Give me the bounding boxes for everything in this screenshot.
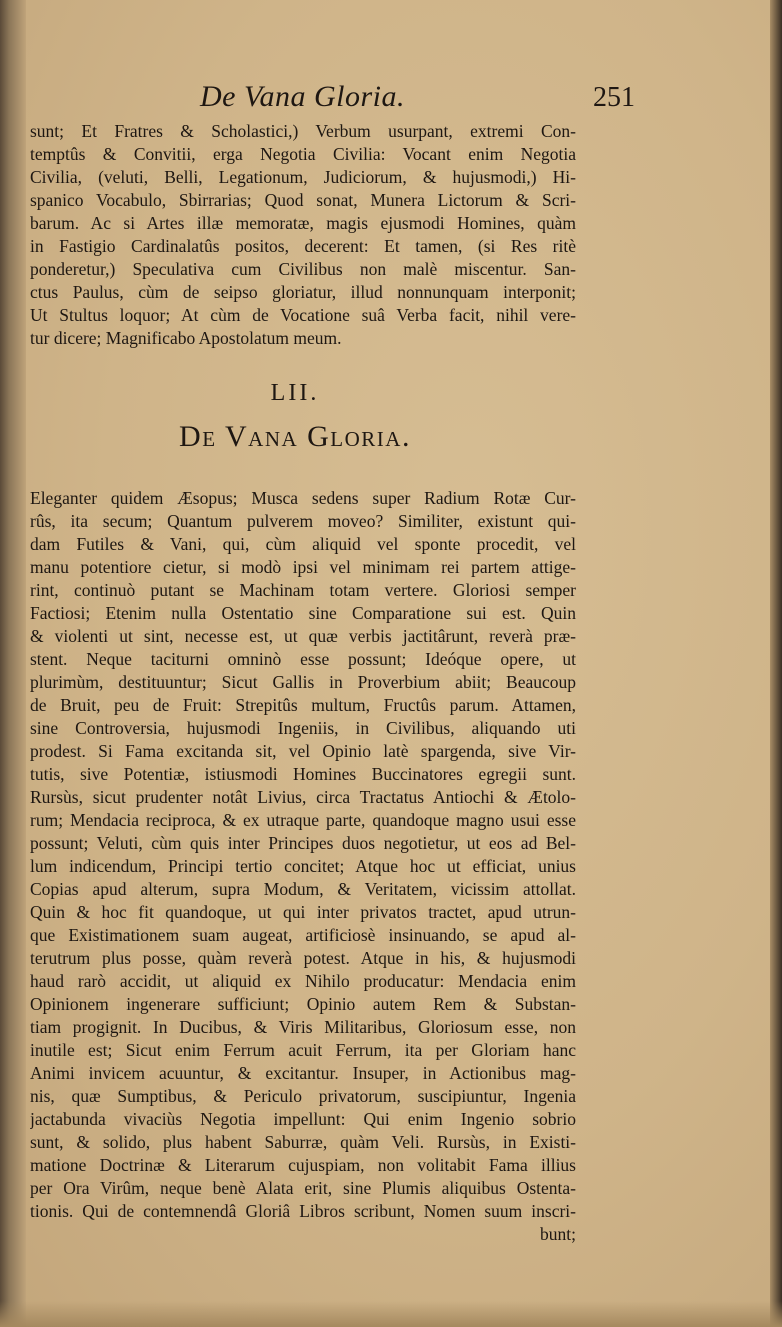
text-line: Opinionem ingenerare sufficiunt; Opinio autem Rem & Substan- <box>30 994 576 1014</box>
text-line: temptûs & Convitii, erga Negotia Civilia: Vocant enim Negotia <box>30 144 576 164</box>
chapter-number: LII. <box>270 380 320 406</box>
text-line: tionis. Qui de contemnendâ Gloriâ Libros scribunt, Nomen suum inscri- <box>30 1201 576 1221</box>
text-line: Factiosi; Etenim nulla Ostentatio sine Comparatione sui est. Quin <box>30 603 576 623</box>
text-line: rint, continuò putant se Machinam totam vertere. Gloriosi semper <box>30 580 576 600</box>
text-line: que Existimationem suam augeat, artificiosè insinuando, se apud al- <box>30 925 576 945</box>
text-line: jactabunda vivaciùs Negotia impellunt: Qui enim Ingenio sobrio <box>30 1109 576 1129</box>
page-edge-shadow <box>770 0 782 1327</box>
text-line: de Bruit, peu de Fruit: Strepitûs multum, Fructûs parum. Attamen, <box>30 695 576 715</box>
text-line: & violenti ut sint, necesse est, ut quæ verbis jactitârunt, reverà præ- <box>30 626 576 646</box>
text-line: manu potentiore cietur, si modò ipsi vel minimam rei partem attige- <box>30 557 576 577</box>
text-line: Ut Stultus loquor; At cùm de Vocatione suâ Verba facit, nihil vere- <box>30 305 576 325</box>
text-line: in Fastigio Cardinalatûs positos, decerent: Et tamen, (si Res ritè <box>30 236 576 256</box>
text-line: Eleganter quidem Æsopus; Musca sedens super Radium Rotæ Cur- <box>30 488 576 508</box>
text-line: rum; Mendacia reciproca, & ex utraque parte, quandoque magno usui esse <box>30 810 576 830</box>
text-line: Civilia, (veluti, Belli, Legationum, Judiciorum, & hujusmodi,) Hi- <box>30 167 576 187</box>
text-line: Copias apud alterum, supra Modum, & Veritatem, vicissim attollat. <box>30 879 576 899</box>
text-line: tiam progignit. In Ducibus, & Viris Militaribus, Gloriosum esse, non <box>30 1017 576 1037</box>
text-line: spanico Vocabulo, Sbirrarias; Quod sonat, Munera Lictorum & Scri- <box>30 190 576 210</box>
text-line: Rursùs, sicut prudenter notât Livius, circa Tractatus Antiochi & Ætolo- <box>30 787 576 807</box>
text-line: Quin & hoc fit quandoque, ut qui inter privatos tractet, apud utrun- <box>30 902 576 922</box>
text-line: bunt; <box>540 1224 576 1244</box>
text-line: sunt, & solido, plus habent Saburræ, quàm Veli. Rursùs, in Existi- <box>30 1132 576 1152</box>
text-line: plurimùm, destituuntur; Sicut Gallis in Proverbium abiit; Beaucoup <box>30 672 576 692</box>
text-line: haud rarò accidit, ut aliquid ex Nihilo producatur: Mendacia enim <box>30 971 576 991</box>
text-line: possunt; Veluti, cùm quis inter Principes duos negotietur, ut eos ad Bel- <box>30 833 576 853</box>
preceding-essay-text <box>30 120 576 350</box>
page-bottom-edge <box>0 1301 782 1327</box>
text-line: terutrum plus posse, quàm reverà potest. Atque in his, & hujusmodi <box>30 948 576 968</box>
text-line: Animi invicem acuuntur, & excitantur. Insuper, in Actionibus mag- <box>30 1063 576 1083</box>
running-head: De Vana Gloria. <box>200 80 405 113</box>
text-line: ponderetur,) Speculativa cum Civilibus non malè miscentur. San- <box>30 259 576 279</box>
text-line: sine Controversia, hujusmodi Ingeniis, in Civilibus, aliquando uti <box>30 718 576 738</box>
text-line: nis, quæ Sumptibus, & Periculo privatorum, suscipiuntur, Ingenia <box>30 1086 576 1106</box>
text-line: stent. Neque taciturni omninò esse possunt; Ideóque opere, ut <box>30 649 576 669</box>
text-line: ctus Paulus, cùm de seipso gloriatur, illud nonnunquam interponit; <box>30 282 576 302</box>
binding-gutter <box>0 0 26 1327</box>
text-line: tur dicere; Magnificabo Apostolatum meum. <box>30 328 342 348</box>
text-line: prodest. Si Fama excitanda sit, vel Opinio latè spargenda, sive Vir- <box>30 741 576 761</box>
text-line: per Ora Virûm, neque benè Alata erit, sine Plumis aliquibus Ostenta- <box>30 1178 576 1198</box>
text-line: lum indicendum, Principi tertio concitet; Atque hoc ut efficiat, unius <box>30 856 576 876</box>
text-line: tutis, sive Potentiæ, istiusmodi Homines Buccinatores egregii sunt. <box>30 764 576 784</box>
text-line: sunt; Et Fratres & Scholastici,) Verbum usurpant, extremi Con- <box>30 121 576 141</box>
chapter-title: De Vana Gloria. <box>179 420 411 453</box>
text-line: rûs, ita secum; Quantum pulverem moveo? Similiter, existunt qui- <box>30 511 576 531</box>
text-line: inutile est; Sicut enim Ferrum acuit Ferrum, ita per Gloriam hanc <box>30 1040 576 1060</box>
page-number: 251 <box>593 82 635 113</box>
essay-text <box>30 487 576 1246</box>
text-line: barum. Ac si Artes illæ memoratæ, magis ejusmodi Homines, quàm <box>30 213 576 233</box>
text-line: dam Futiles & Vani, qui, cùm aliquid vel sponte procedit, vel <box>30 534 576 554</box>
text-line: matione Doctrinæ & Literarum cujuspiam, non volitabit Fama illius <box>30 1155 576 1175</box>
